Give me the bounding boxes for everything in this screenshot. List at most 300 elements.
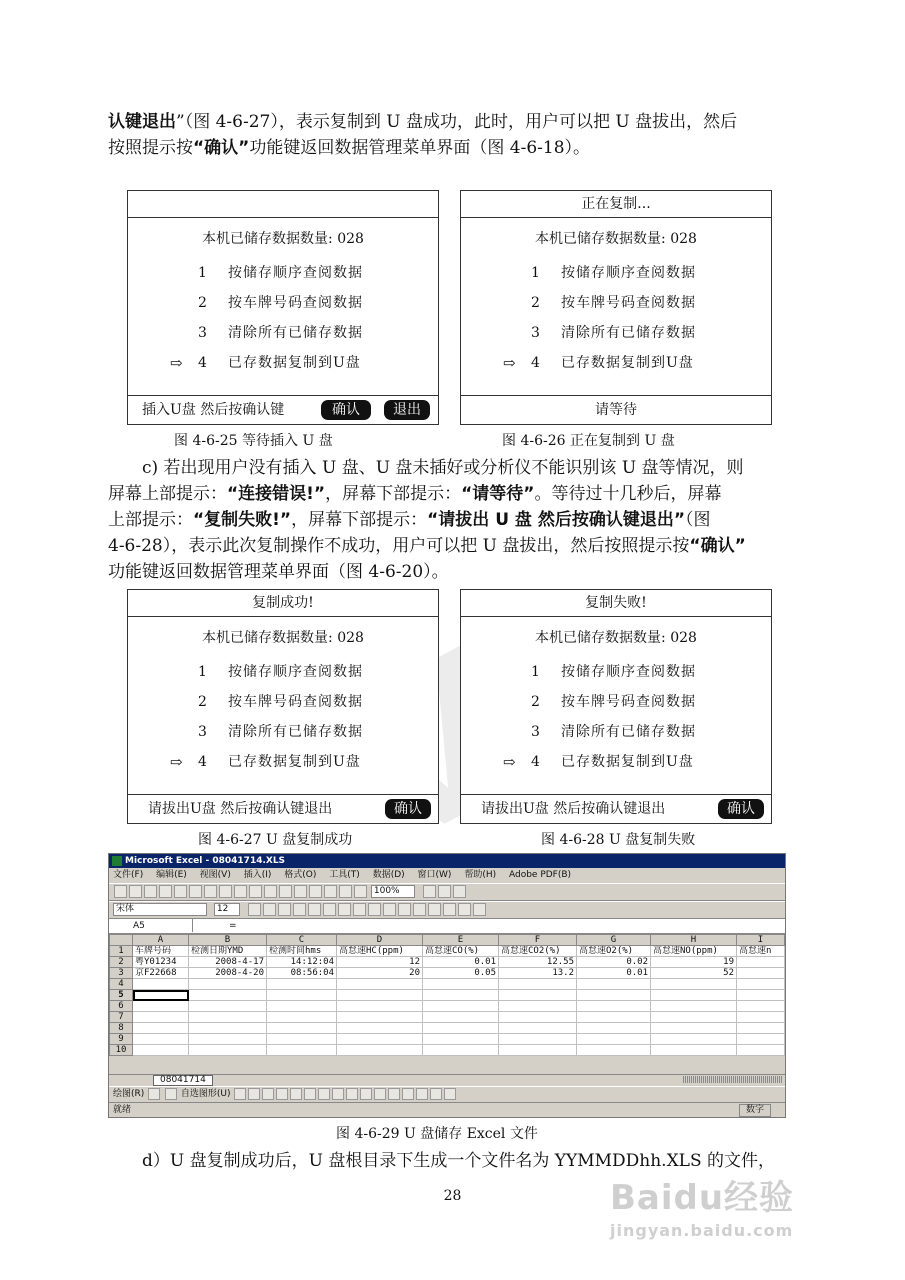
cell[interactable] (499, 979, 577, 990)
cell[interactable] (337, 979, 423, 990)
cell[interactable]: 高怠速CO2(%) (499, 946, 577, 957)
copy-icon[interactable] (219, 885, 232, 898)
cell[interactable] (423, 990, 499, 1001)
oval-icon[interactable] (276, 1088, 288, 1100)
caption-fig-4-6-27: 图 4-6-27 U 盘复制成功 (198, 832, 353, 848)
cell[interactable] (189, 1012, 267, 1023)
merge-icon[interactable] (338, 903, 351, 916)
cell[interactable] (267, 1012, 337, 1023)
fill-color-icon[interactable] (458, 903, 471, 916)
baidu-watermark (610, 1170, 794, 1240)
arrow-right-icon: ⇨ (503, 753, 516, 771)
row-header[interactable]: 2 (110, 957, 133, 968)
table-row (110, 990, 785, 1001)
indent-icon[interactable] (413, 903, 426, 916)
column-header[interactable]: F (499, 935, 577, 946)
table-row (110, 957, 785, 968)
menu-item-4 (128, 353, 438, 373)
cell[interactable] (499, 1012, 577, 1023)
menu-item-2 (128, 692, 438, 712)
item-label: 清除所有已储存数据 (228, 724, 363, 740)
text: ”（图 4-6-27），表示复制到 U 盘成功，此时，用户可以把 U 盘拔出，然后 (176, 112, 738, 132)
line-icon[interactable] (234, 1088, 246, 1100)
paragraph-3: d）U 盘复制成功后，U 盘根目录下生成一个文件名为 YYMMDDhh.XLS 的文件， (142, 1151, 776, 1171)
draw-menu[interactable]: 绘图(R) (113, 1089, 145, 1099)
autoshapes-menu[interactable]: 自选图形(U) (180, 1089, 231, 1099)
cell[interactable] (267, 1001, 337, 1012)
cell[interactable] (499, 1001, 577, 1012)
bold-icon[interactable] (248, 903, 261, 916)
cell[interactable] (267, 1023, 337, 1034)
paste-icon[interactable] (234, 885, 247, 898)
menu-item-4 (128, 752, 438, 772)
screen-footer (128, 794, 438, 823)
cell[interactable]: 0.01 (577, 968, 651, 979)
cell[interactable] (267, 1045, 337, 1056)
font-color-icon[interactable] (374, 1088, 386, 1100)
formula-bar (109, 919, 785, 934)
excel-title: Microsoft Excel - 08041714.XLS (125, 856, 286, 866)
cell[interactable] (423, 979, 499, 990)
text: ，屏幕下部提示： (291, 510, 428, 530)
column-header[interactable]: I (737, 935, 785, 946)
sort-asc-icon[interactable] (324, 885, 337, 898)
num-lock-indicator: 数字 (739, 1104, 771, 1117)
currency-icon[interactable] (353, 903, 366, 916)
column-header[interactable]: G (577, 935, 651, 946)
menu-tools[interactable]: 工具(T) (329, 870, 360, 880)
outdent-icon[interactable] (428, 903, 441, 916)
line-style-icon[interactable] (388, 1088, 400, 1100)
cell[interactable] (133, 1001, 189, 1012)
cell[interactable] (651, 990, 737, 1001)
cell[interactable]: 检测日期YMD (189, 946, 267, 957)
item-label: 清除所有已储存数据 (228, 325, 363, 341)
table-row (110, 979, 785, 990)
cell[interactable] (499, 1034, 577, 1045)
menu-format[interactable]: 格式(O) (284, 870, 317, 880)
align-right-icon[interactable] (323, 903, 336, 916)
item-label: 清除所有已储存数据 (561, 724, 696, 740)
cell[interactable] (737, 990, 785, 1001)
select-pointer-icon[interactable] (148, 1088, 160, 1100)
menu-window[interactable]: 窗口(W) (417, 870, 452, 880)
cell[interactable] (737, 957, 785, 968)
cell[interactable] (737, 1045, 785, 1056)
cell[interactable] (651, 1012, 737, 1023)
arrow-icon[interactable] (248, 1088, 260, 1100)
cell[interactable] (737, 1023, 785, 1034)
arrow-right-icon: ⇨ (170, 354, 183, 372)
cell[interactable] (337, 1034, 423, 1045)
cell[interactable] (267, 990, 337, 1001)
cell[interactable]: 12.55 (499, 957, 577, 968)
preview-icon[interactable] (174, 885, 187, 898)
bold-text: “确认” (193, 138, 250, 158)
cell[interactable]: 12 (337, 957, 423, 968)
cell[interactable]: 检测时间hms (267, 946, 337, 957)
table-row (110, 1023, 785, 1034)
item-number: 1 (531, 265, 540, 281)
cell[interactable]: 高怠速HC(ppm) (337, 946, 423, 957)
cell[interactable] (189, 1034, 267, 1045)
screen-footer (128, 395, 438, 424)
cell[interactable]: 高怠速NO(ppm) (651, 946, 737, 957)
menu-view[interactable]: 视图(V) (199, 870, 231, 880)
corner-cell[interactable] (110, 935, 133, 946)
line-color-icon[interactable] (360, 1088, 372, 1100)
item-number: 2 (198, 694, 207, 710)
item-number: 2 (531, 295, 540, 311)
paragraph-2-line-1: c) 若出现用户没有插入 U 盘、U 盘未插好或分析仪不能识别该 U 盘等情况，则 (142, 458, 744, 478)
column-header[interactable]: A (133, 935, 189, 946)
row-header[interactable]: 1 (110, 946, 133, 957)
table-row (110, 1045, 785, 1056)
cell[interactable]: 0.05 (423, 968, 499, 979)
item-label: 清除所有已储存数据 (561, 325, 696, 341)
cell[interactable] (737, 1034, 785, 1045)
arrow-style-icon[interactable] (416, 1088, 428, 1100)
cell[interactable] (423, 1012, 499, 1023)
exit-button[interactable]: 退出 (384, 400, 430, 420)
menu-item-4 (461, 353, 771, 373)
footer-message: 插入U盘 然后按确认键 (142, 402, 285, 418)
cell[interactable] (577, 1023, 651, 1034)
rotate-icon[interactable] (165, 1088, 177, 1100)
bold-text: “连接错误!” (227, 484, 326, 504)
caption-fig-4-6-28: 图 4-6-28 U 盘复制失败 (541, 832, 696, 848)
cell[interactable] (133, 1012, 189, 1023)
row-header[interactable]: 6 (110, 1001, 133, 1012)
cell[interactable] (423, 1045, 499, 1056)
percent-icon[interactable] (368, 903, 381, 916)
row-header[interactable]: 10 (110, 1045, 133, 1056)
status-bar (109, 1102, 786, 1117)
picture-icon[interactable] (332, 1088, 344, 1100)
caption-fig-4-6-26: 图 4-6-26 正在复制到 U 盘 (502, 433, 675, 449)
text: 4-6-28），表示此次复制操作不成功，用户可以把 U 盘拔出，然后按照提示按 (108, 536, 690, 556)
menu-item-1 (128, 263, 438, 283)
spell-icon[interactable] (189, 885, 202, 898)
cell[interactable]: 0.02 (577, 957, 651, 968)
chart-icon[interactable] (354, 885, 367, 898)
menu-file[interactable]: 文件(F) (113, 870, 144, 880)
cell[interactable] (577, 979, 651, 990)
page-number: 28 (443, 1188, 462, 1204)
save-icon[interactable] (144, 885, 157, 898)
formula-equals: = (229, 921, 237, 931)
font-size-select[interactable]: 12 (214, 903, 240, 916)
cell[interactable] (337, 1045, 423, 1056)
sort-desc-icon[interactable] (339, 885, 352, 898)
drawing-toolbar (109, 1086, 786, 1101)
row-header[interactable]: 9 (110, 1034, 133, 1045)
data-count: 本机已储存数据数量: 028 (202, 231, 364, 247)
item-number: 4 (531, 754, 540, 770)
column-header[interactable]: C (267, 935, 337, 946)
cell[interactable]: 京F22668 (133, 968, 189, 979)
borders-icon[interactable] (443, 903, 456, 916)
pdf-mail-icon[interactable] (453, 885, 466, 898)
table-row (110, 1034, 785, 1045)
item-label: 按车牌号码查阅数据 (228, 295, 363, 311)
paragraph-2-line-3 (108, 507, 788, 533)
row-header[interactable]: 4 (110, 979, 133, 990)
cell[interactable] (189, 1001, 267, 1012)
cell[interactable] (423, 1001, 499, 1012)
cell[interactable] (189, 1045, 267, 1056)
item-number: 3 (531, 724, 540, 740)
cell[interactable] (499, 1023, 577, 1034)
footer-message: 请等待 (595, 402, 637, 418)
cell[interactable] (737, 1001, 785, 1012)
textbox-icon[interactable] (290, 1088, 302, 1100)
cell[interactable] (499, 990, 577, 1001)
cell[interactable] (337, 1001, 423, 1012)
column-header[interactable]: E (423, 935, 499, 946)
bold-text: 认键退出 (108, 112, 176, 132)
footer-message: 请拔出U盘 然后按确认键退出 (148, 801, 333, 817)
menu-item-2 (461, 293, 771, 313)
text: 按照提示按 (108, 138, 193, 158)
menu-adobe-pdf[interactable]: Adobe PDF(B) (508, 870, 572, 880)
cell[interactable]: 高怠速CO(%) (423, 946, 499, 957)
comma-icon[interactable] (383, 903, 396, 916)
redo-icon[interactable] (264, 885, 277, 898)
cell[interactable] (577, 990, 651, 1001)
screen-title: 复制失败! (461, 590, 771, 617)
sum-icon[interactable] (294, 885, 307, 898)
selected-cell[interactable] (133, 990, 189, 1001)
screen-footer (461, 395, 771, 424)
cell[interactable] (423, 1034, 499, 1045)
data-count: 本机已储存数据数量: 028 (535, 630, 697, 646)
undo-icon[interactable] (249, 885, 262, 898)
wordart-icon[interactable] (304, 1088, 316, 1100)
cell[interactable] (737, 968, 785, 979)
cell[interactable]: 52 (651, 968, 737, 979)
caption-fig-4-6-29: 图 4-6-29 U 盘储存 Excel 文件 (336, 1126, 538, 1142)
cell[interactable]: 2008-4-17 (189, 957, 267, 968)
cell[interactable] (651, 979, 737, 990)
row-header[interactable]: 3 (110, 968, 133, 979)
column-header[interactable]: B (189, 935, 267, 946)
open-icon[interactable] (129, 885, 142, 898)
menu-item-1 (128, 662, 438, 682)
menu-help[interactable]: 帮助(H) (464, 870, 497, 880)
menu-item-2 (461, 692, 771, 712)
formatting-toolbar (109, 901, 785, 919)
confirm-button[interactable]: 确认 (718, 799, 764, 819)
cell[interactable] (189, 1023, 267, 1034)
paragraph-2 (108, 455, 788, 585)
cell[interactable] (189, 990, 267, 1001)
print-icon[interactable] (159, 885, 172, 898)
table-row (110, 1001, 785, 1012)
item-number: 3 (531, 325, 540, 341)
cell[interactable] (267, 1034, 337, 1045)
text: 。等待过十几秒后，屏幕 (534, 484, 722, 504)
3d-icon[interactable] (444, 1088, 456, 1100)
cell[interactable] (337, 990, 423, 1001)
watermark-url: jingyan.baidu.com (610, 1221, 794, 1240)
cell[interactable] (577, 1034, 651, 1045)
cut-icon[interactable] (204, 885, 217, 898)
bold-text: “请拔出 U 盘 然后按确认键退出” (427, 510, 686, 530)
excel-window (108, 853, 786, 1118)
cell[interactable]: 08:56:04 (267, 968, 337, 979)
cell[interactable] (651, 1034, 737, 1045)
align-left-icon[interactable] (293, 903, 306, 916)
new-icon[interactable] (114, 885, 127, 898)
cell[interactable] (133, 1023, 189, 1034)
sheet-tab-bar (109, 1074, 785, 1085)
align-center-icon[interactable] (308, 903, 321, 916)
cell[interactable] (133, 1034, 189, 1045)
name-box[interactable]: A5 (109, 919, 193, 932)
pdf-icon[interactable] (438, 885, 451, 898)
menu-item-2 (128, 293, 438, 313)
cell[interactable] (651, 1001, 737, 1012)
cell[interactable] (133, 979, 189, 990)
text: ，屏幕下部提示： (325, 484, 462, 504)
underline-icon[interactable] (278, 903, 291, 916)
text: 上部提示： (108, 510, 193, 530)
cell[interactable]: 19 (651, 957, 737, 968)
text: （图 (685, 510, 711, 530)
cell[interactable]: 粤Y01234 (133, 957, 189, 968)
confirm-button[interactable]: 确认 (321, 400, 371, 420)
cell[interactable] (651, 1045, 737, 1056)
bold-text: “确认” (689, 536, 746, 556)
item-label: 已存数据复制到U盘 (228, 754, 361, 770)
item-label: 按车牌号码查阅数据 (561, 694, 696, 710)
menu-insert[interactable]: 插入(I) (243, 870, 272, 880)
screen-copying (460, 190, 772, 425)
cell[interactable]: 高怠速n (737, 946, 785, 957)
paragraph-2-line-4 (108, 533, 788, 559)
item-number: 3 (198, 325, 207, 341)
item-number: 3 (198, 724, 207, 740)
item-label: 已存数据复制到U盘 (228, 355, 361, 371)
decimal-icon[interactable] (398, 903, 411, 916)
italic-icon[interactable] (263, 903, 276, 916)
caption-fig-4-6-25: 图 4-6-25 等待插入 U 盘 (174, 433, 333, 449)
row-header[interactable]: 8 (110, 1023, 133, 1034)
cell[interactable] (499, 1045, 577, 1056)
item-number: 1 (198, 265, 207, 281)
zoom-select[interactable]: 100% (371, 885, 415, 898)
item-number: 4 (531, 355, 540, 371)
fill-color-icon[interactable] (346, 1088, 358, 1100)
item-label: 按储存顺序查阅数据 (228, 265, 363, 281)
cell[interactable] (737, 979, 785, 990)
cell[interactable] (737, 1012, 785, 1023)
paragraph-1-line-1 (108, 109, 788, 135)
cell[interactable] (577, 1045, 651, 1056)
cell[interactable]: 20 (337, 968, 423, 979)
cell[interactable] (267, 979, 337, 990)
bold-text: “请等待” (461, 484, 535, 504)
cell[interactable]: 14:12:04 (267, 957, 337, 968)
row-header[interactable]: 5 (110, 990, 133, 1001)
cell[interactable] (577, 1001, 651, 1012)
shadow-icon[interactable] (430, 1088, 442, 1100)
horizontal-scrollbar[interactable] (683, 1076, 783, 1083)
hyperlink-icon[interactable] (279, 885, 292, 898)
font-select[interactable]: 宋体 (113, 903, 207, 916)
column-header[interactable]: D (337, 935, 423, 946)
footer-message: 请拔出U盘 然后按确认键退出 (481, 801, 666, 817)
table-row (110, 1012, 785, 1023)
paragraph-1 (108, 109, 788, 161)
menu-edit[interactable]: 编辑(E) (156, 870, 187, 880)
item-label: 按车牌号码查阅数据 (228, 694, 363, 710)
screen-copy-failed (460, 589, 772, 824)
excel-title-bar (109, 854, 785, 868)
cell[interactable] (577, 1012, 651, 1023)
font-color-icon[interactable] (473, 903, 486, 916)
menu-item-3 (461, 722, 771, 742)
cell[interactable] (651, 1023, 737, 1034)
confirm-button[interactable]: 确认 (385, 799, 431, 819)
cell[interactable] (133, 1045, 189, 1056)
menu-data[interactable]: 数据(D) (372, 870, 405, 880)
bold-text: “复制失败!” (193, 510, 292, 530)
item-number: 2 (531, 694, 540, 710)
cell[interactable]: 0.01 (423, 957, 499, 968)
sheet-tab[interactable]: 08041714 (153, 1075, 213, 1086)
cell[interactable] (337, 1023, 423, 1034)
table-row (110, 968, 785, 979)
screen-copy-success (127, 589, 439, 824)
cell[interactable]: 13.2 (499, 968, 577, 979)
help-icon[interactable] (423, 885, 436, 898)
item-label: 已存数据复制到U盘 (561, 754, 694, 770)
cell[interactable]: 2008-4-20 (189, 968, 267, 979)
menu-item-3 (461, 323, 771, 343)
screen-title: 复制成功! (128, 590, 438, 617)
data-count: 本机已储存数据数量: 028 (202, 630, 364, 646)
screen-title (128, 191, 438, 218)
item-label: 已存数据复制到U盘 (561, 355, 694, 371)
row-header[interactable]: 7 (110, 1012, 133, 1023)
menu-item-1 (461, 662, 771, 682)
cell[interactable] (337, 1012, 423, 1023)
spreadsheet-grid (109, 934, 785, 1056)
item-label: 按储存顺序查阅数据 (561, 664, 696, 680)
item-number: 2 (198, 295, 207, 311)
rectangle-icon[interactable] (262, 1088, 274, 1100)
watermark-brand: Baidu经验 (610, 1178, 795, 1218)
menu-item-3 (128, 722, 438, 742)
text: 功能键返回数据管理菜单界面（图 4-6-18）。 (249, 138, 591, 158)
cell[interactable]: 高怠速O2(%) (577, 946, 651, 957)
cell[interactable] (189, 979, 267, 990)
function-icon[interactable] (309, 885, 322, 898)
column-header[interactable]: H (651, 935, 737, 946)
item-label: 按储存顺序查阅数据 (228, 664, 363, 680)
paragraph-1-line-2 (108, 135, 788, 161)
cell[interactable]: 车牌号码 (133, 946, 189, 957)
dash-style-icon[interactable] (402, 1088, 414, 1100)
screen-title: 正在复制... (461, 191, 771, 218)
table-row (110, 946, 785, 957)
clipart-icon[interactable] (318, 1088, 330, 1100)
item-number: 4 (198, 754, 207, 770)
item-number: 4 (198, 355, 207, 371)
cell[interactable] (423, 1023, 499, 1034)
